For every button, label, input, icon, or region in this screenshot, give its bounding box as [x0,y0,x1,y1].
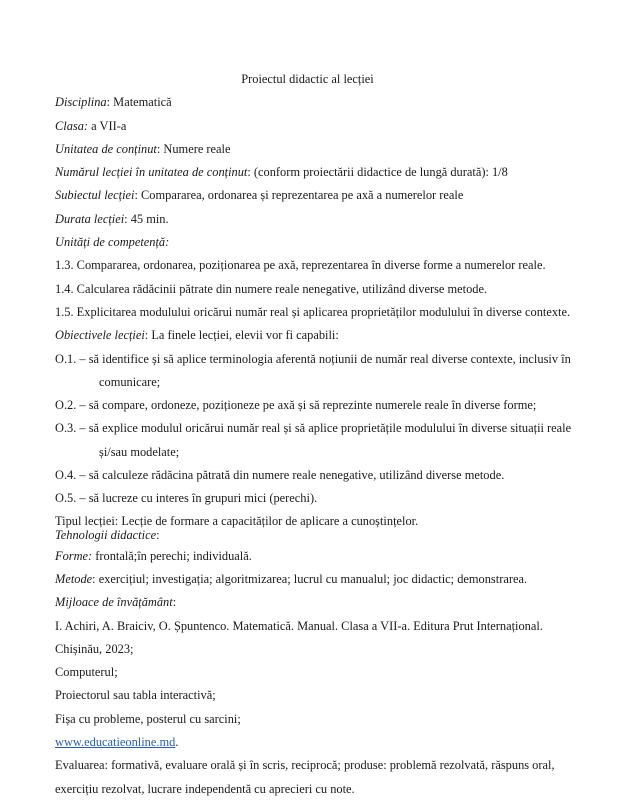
field-label: Clasa: [55,118,89,133]
competenta-item: 1.5. Explicitarea modulului oricărui număr real și aplicarea proprietăților modulului în diverse contexte. [55,304,571,319]
field-value: : [172,595,177,610]
field-value: frontală;în perechi; individuală. [92,548,252,563]
mijloace-item: I. Achiri, A. Braiciv, O. Șpuntenco. Matematică. Manual. Clasa a VII-a. Editura Prut Internațional. [55,618,543,633]
field-label: Unități de competență: [55,235,170,250]
field-disciplina [55,91,595,114]
field-label: Numărul lecției în unitatea de conținut [55,165,248,180]
mijloace-item: Computerul; [55,665,118,680]
document-title: Proiectul didactic al lecției [241,72,374,86]
tipul-lectiei: Tipul lecției: Lecție de formare a capacităților de aplicare a cunoștințelor. [55,513,419,528]
field-label: Durata lecției [55,211,125,226]
website-link[interactable]: www.educatieonline.md [55,735,176,750]
mijloace-item: Proiectorul sau tabla interactivă; [55,688,216,703]
field-value: : 45 min. [124,211,169,226]
obiectiv-item: O.4. – să calculeze rădăcina pătrată din numere reale nenegative, utilizând diverse metode. [55,468,505,483]
tehnologii-heading [55,528,595,545]
field-label: Subiectul lecției [55,188,135,203]
obiectiv-item-continuation: comunicare; [99,374,161,389]
field-label: Tehnologii didactice [55,527,157,542]
field-value: : Numere reale [156,141,231,156]
mijloace-item: Fișa cu probleme, posterul cu sarcini; [55,711,241,726]
obiective-heading [55,324,595,347]
obiectiv-item: O.5. – să lucreze cu interes în grupuri mici (perechi). [55,491,318,506]
field-subiectul [55,184,595,207]
evaluarea-line: Evaluarea: formativă, evaluare orală și în scris, reciprocă; produse: problemă rezolvată, răspuns oral, [55,758,555,773]
field-value: : La finele lecției, elevii vor fi capabili: [144,328,339,343]
document-page [55,68,595,801]
field-value: : [156,527,160,542]
mijloace-heading [55,591,595,614]
field-value: a VII-a [88,118,127,133]
field-label: Metode [55,571,93,586]
link-suffix: . [175,735,179,750]
field-forme [55,545,595,568]
obiectiv-item: O.2. – să compare, ordoneze, poziționeze pe axă și să reprezinte numerele reale în diverse forme; [55,398,537,413]
field-label: Forme: [55,548,93,563]
field-value: : exercițiul; investigația; algoritmizarea; lucrul cu manualul; joc didactic; demonstrarea. [92,571,528,586]
competenta-item: 1.3. Compararea, ordonarea, poziționarea pe axă, reprezentarea în diverse forme a numerelor reale. [55,258,546,273]
field-value: : Compararea, ordonarea și reprezentarea pe axă a numerelor reale [134,188,464,203]
field-unitatea [55,138,595,161]
competenta-item: 1.4. Calcularea rădăcinii pătrate din numere reale nenegative, utilizând diverse metode. [55,281,488,296]
obiectiv-item: O.1. – să identifice și să aplice terminologia aferentă noțiunii de număr real diverse contexte, inclusiv în [55,351,571,366]
mijloace-link-line [55,731,595,754]
field-metode [55,568,595,591]
field-durata [55,208,595,231]
field-label: Disciplina [55,95,107,110]
field-numarul [55,161,595,184]
field-unitati [55,231,595,254]
field-clasa [55,115,595,138]
evaluarea-line: exercițiu rezolvat, lucrare independentă cu aprecieri cu note. [55,781,355,796]
field-label: Unitatea de conținut [55,141,157,156]
field-label: Obiectivele lecției [55,328,145,343]
field-value: : (conform proiectării didactice de lungă durată): 1/8 [247,165,508,180]
field-label: Mijloace de învățământ [55,595,173,610]
field-value: : Matematică [106,95,172,110]
mijloace-item: Chișinău, 2023; [55,641,134,656]
obiectiv-item: O.3. – să explice modulul oricărui număr real și să aplice proprietățile modulului în diverse situații reale [55,421,572,436]
obiectiv-item-continuation: și/sau modelate; [99,444,180,459]
